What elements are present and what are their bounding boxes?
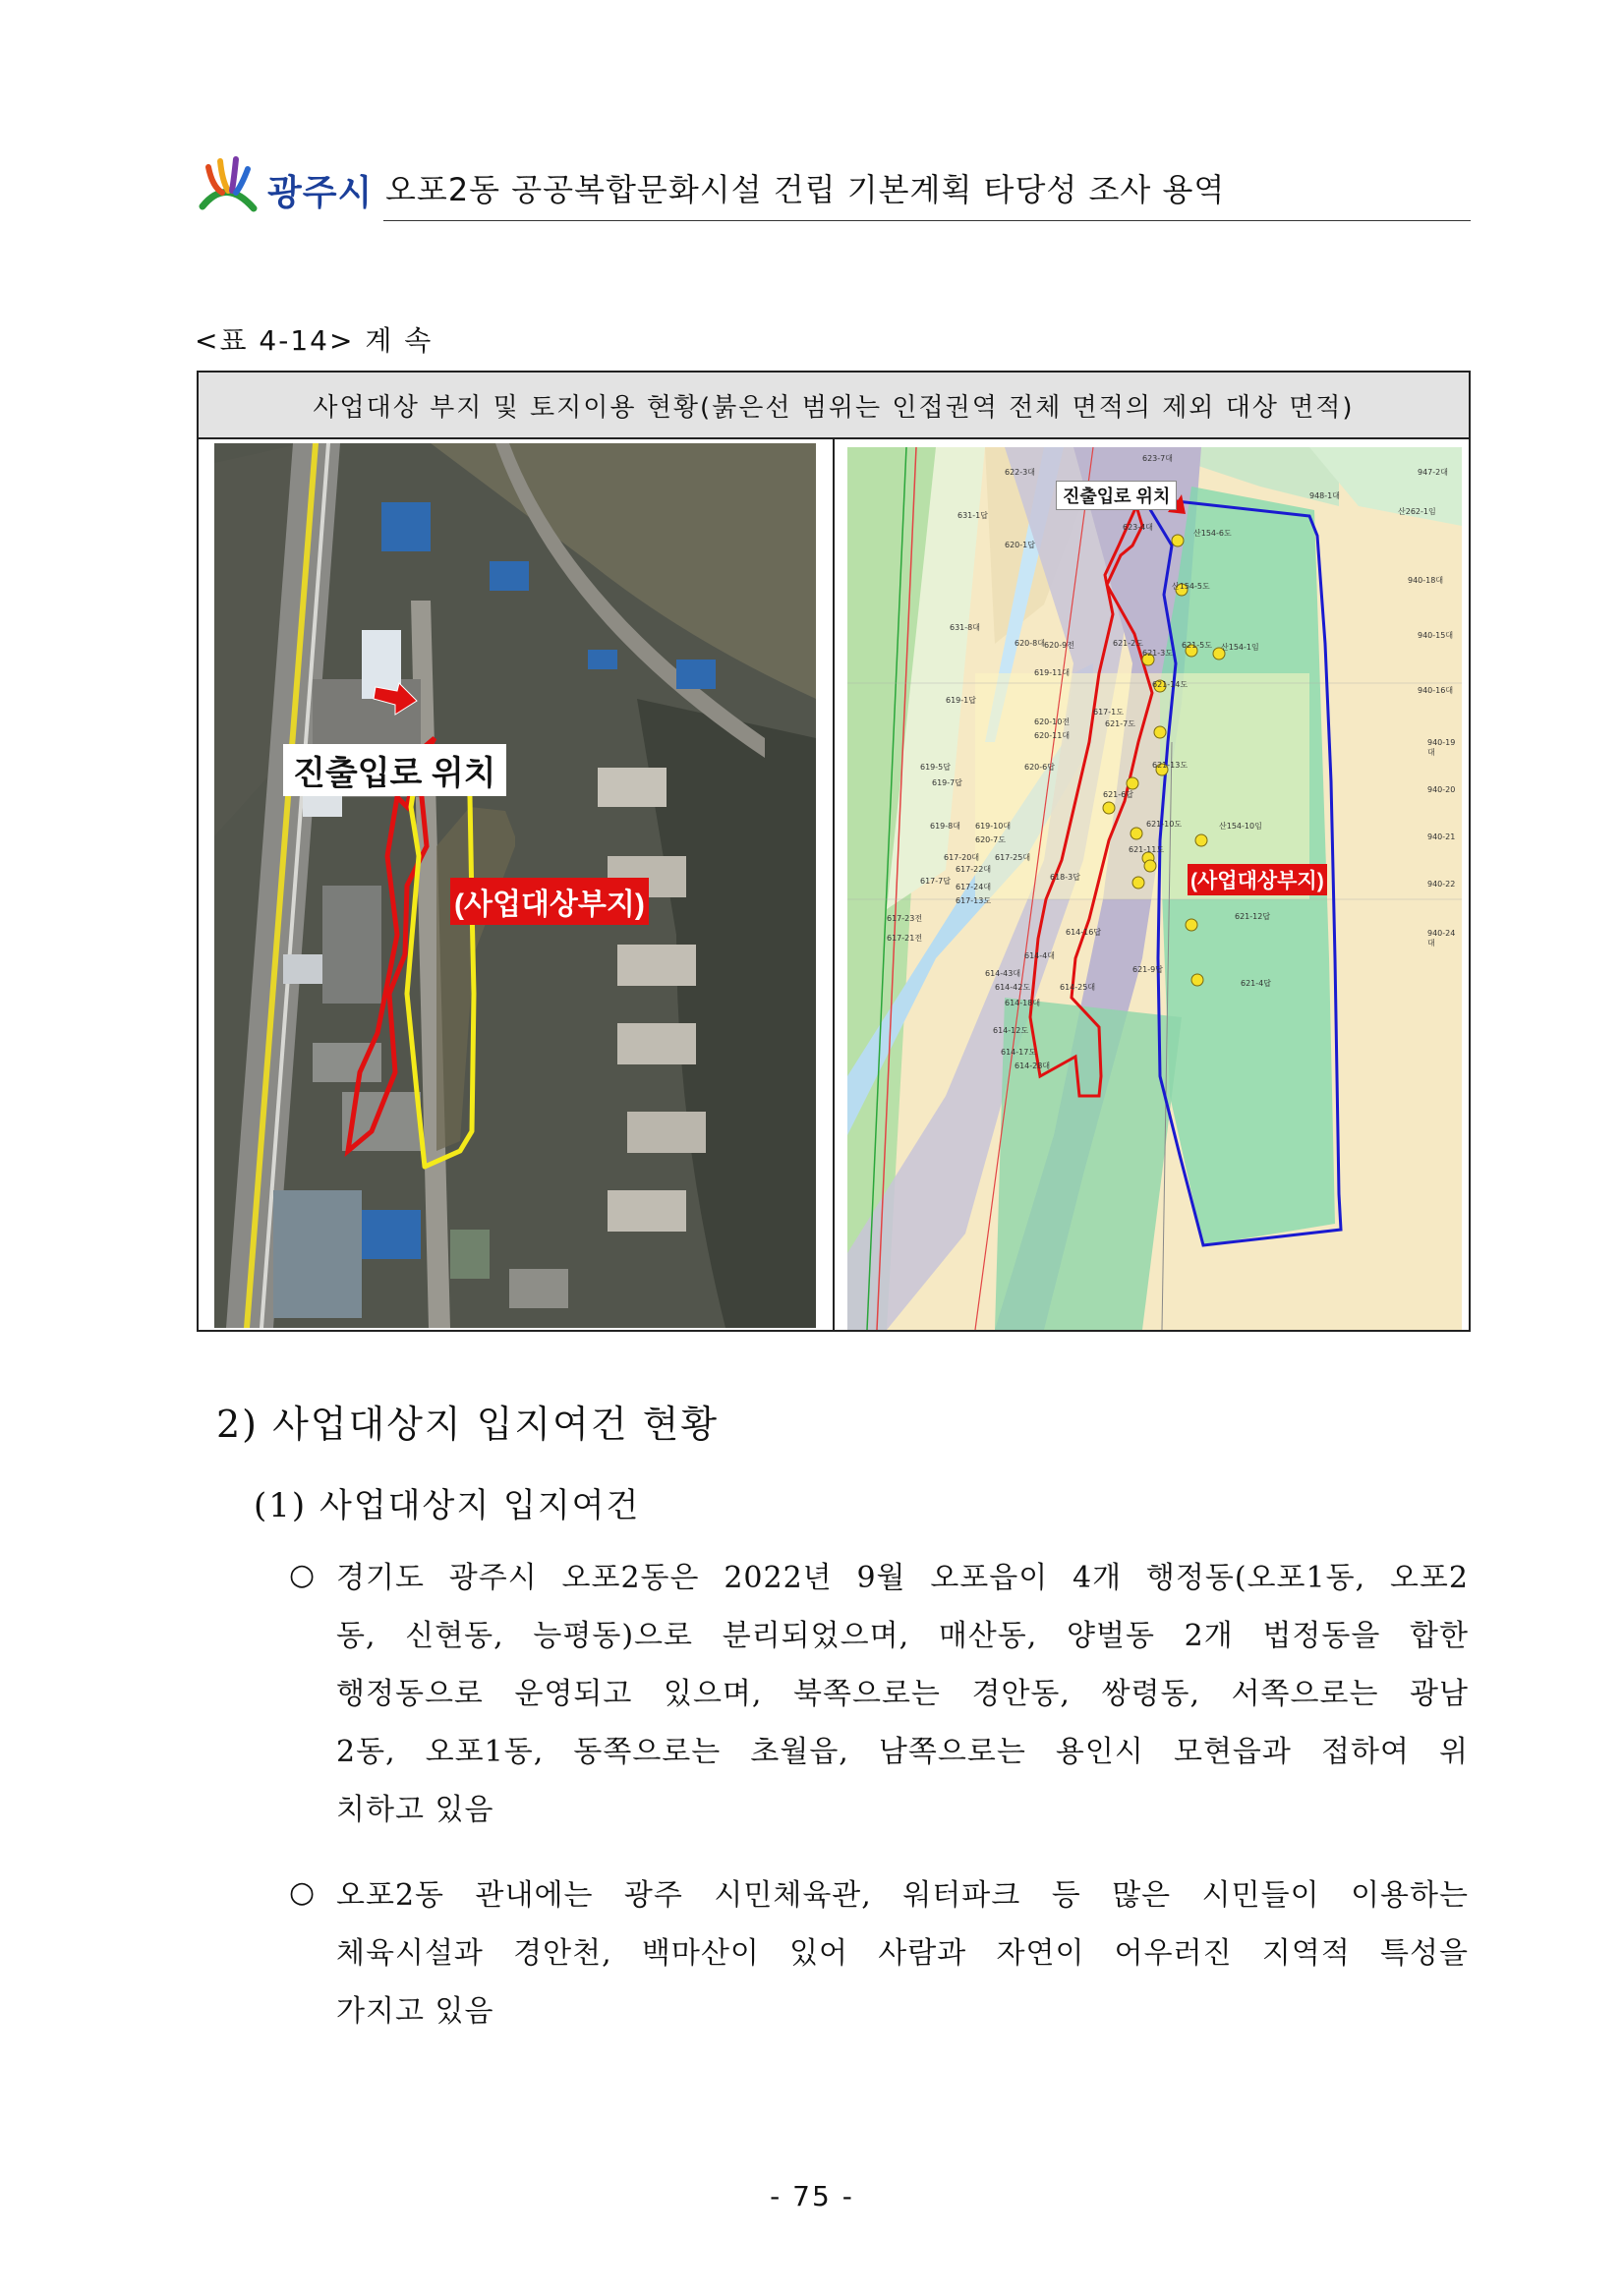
parcel-label: 621-14도 [1152, 680, 1189, 689]
map-entrance-label: 진출입로 위치 [1056, 481, 1177, 510]
parcel-label: 620-11대 [1034, 731, 1071, 740]
parcel-label: 614-42도 [995, 983, 1031, 992]
city-name: 광주시 [267, 173, 374, 213]
parcel-label: 621-6답 [1103, 790, 1133, 799]
parcel-label: 947-2대 [1418, 468, 1448, 477]
parcel-label: 614-16답 [1066, 928, 1102, 937]
parcel-label: 621-3도 [1142, 649, 1173, 658]
bullet-marker: ○ [289, 1875, 316, 1910]
parcel-label: 631-8대 [950, 623, 980, 632]
parcel-label: 621-13도 [1152, 761, 1189, 770]
parcel-label: 620-6답 [1024, 763, 1055, 772]
bullet-marker: ○ [289, 1558, 316, 1592]
parcel-label: 940-15대 [1418, 631, 1454, 640]
bullet-paragraph [336, 1549, 1469, 1839]
parcel-label: 614-4대 [1024, 951, 1055, 960]
parcel-label: 617-22대 [956, 865, 992, 874]
parcel-label: 617-1도 [1093, 708, 1124, 717]
parcel-label: 618-3답 [1050, 873, 1080, 882]
parcel-label: 617-24대 [956, 883, 992, 891]
parcel-label: 940-20 [1427, 785, 1456, 794]
parcel-label: 614-17도 [1001, 1048, 1037, 1057]
table-caption: <표 4-14> 계 속 [195, 324, 434, 357]
header-divider [383, 220, 1471, 221]
parcel-label: 621-11도 [1129, 845, 1165, 854]
parcel-label: 621-12답 [1235, 912, 1271, 921]
parcel-label: 623-7대 [1142, 454, 1173, 463]
parcel-label: 614-18대 [1005, 999, 1041, 1007]
paragraph-line: 오포2동 관내에는 광주 시민체육관, 워터파크 등 많은 시민들이 이용하는 [336, 1878, 1469, 1913]
map-parcel-labels [847, 447, 1462, 1330]
aerial-site-label: (사업대상부지) [450, 878, 649, 925]
parcel-label: 623-4대 [1123, 523, 1153, 532]
parcel-label: 617-13도 [956, 896, 992, 905]
paragraph-line: 치하고 있음 [336, 1793, 494, 1827]
parcel-label: 619-7답 [932, 778, 962, 787]
parcel-label: 940-16대 [1418, 686, 1454, 695]
gwangju-city-logo [193, 147, 263, 218]
parcel-label: 620-1답 [1005, 541, 1035, 549]
parcel-label: 940-22 [1427, 880, 1456, 889]
parcel-label: 산154-1임 [1221, 643, 1259, 652]
parcel-label: 617-20대 [944, 853, 980, 862]
parcel-label: 614-25대 [1060, 983, 1096, 992]
parcel-label: 621-7도 [1105, 719, 1135, 728]
site-table [197, 371, 1471, 1332]
parcel-label: 620-9전 [1044, 641, 1074, 650]
parcel-label: 620-7도 [975, 835, 1006, 844]
parcel-label: 940-19대 [1427, 738, 1456, 757]
aerial-entrance-label: 진출입로 위치 [283, 744, 506, 796]
paragraph-line: 가지고 있음 [336, 1994, 494, 2029]
paragraph-line: 체육시설과 경안천, 백마산이 있어 사람과 자연이 어우러진 지역적 특성을 [336, 1936, 1469, 1971]
parcel-label: 619-11대 [1034, 668, 1071, 677]
parcel-label: 621-10도 [1146, 820, 1183, 829]
section-heading: 2) 사업대상지 입지여건 현황 [216, 1403, 720, 1446]
parcel-label: 621-5도 [1182, 641, 1212, 650]
parcel-label: 619-5답 [920, 763, 951, 772]
parcel-label: 948-1대 [1309, 491, 1340, 500]
page-number: - 75 - [770, 2180, 854, 2212]
parcel-label: 619-1답 [946, 696, 976, 705]
table-column-divider [833, 439, 835, 1330]
paragraph-line: 행정동으로 운영되고 있으며, 북쪽으로는 경안동, 쌍령동, 서쪽으로는 광남 [336, 1677, 1469, 1711]
parcel-label: 620-8대 [1015, 639, 1045, 648]
parcel-label: 614-12도 [993, 1026, 1029, 1035]
parcel-label: 940-24대 [1427, 929, 1456, 947]
parcel-label: 621-4답 [1241, 979, 1271, 988]
map-site-label: (사업대상부지) [1188, 864, 1327, 895]
parcel-label: 617-7답 [920, 877, 951, 886]
parcel-label: 620-10전 [1034, 718, 1071, 726]
document-title: 오포2동 공공복합문화시설 건립 기본계획 타당성 조사 용역 [385, 171, 1226, 208]
parcel-label: 621-9답 [1132, 965, 1163, 974]
parcel-label: 619-8대 [930, 822, 960, 831]
parcel-label: 617-23전 [887, 914, 923, 923]
paragraph-line: 동, 신현동, 능평동)으로 분리되었으며, 매산동, 양벌동 2개 법정동을 합한 [336, 1619, 1469, 1653]
parcel-label: 617-21전 [887, 934, 923, 943]
parcel-label: 614-28대 [1015, 1062, 1051, 1070]
paragraph-line: 경기도 광주시 오포2동은 2022년 9월 오포읍이 4개 행정동(오포1동, 오포2 [336, 1561, 1469, 1595]
parcel-label: 산154-10임 [1219, 822, 1262, 831]
parcel-label: 622-3대 [1005, 468, 1035, 477]
parcel-label: 산154-5도 [1172, 582, 1210, 591]
parcel-label: 619-10대 [975, 822, 1012, 831]
parcel-label: 940-18대 [1408, 576, 1444, 585]
parcel-label: 614-43대 [985, 969, 1021, 978]
bullet-paragraph [336, 1866, 1469, 2040]
parcel-label: 940-21 [1427, 832, 1456, 841]
table-heading: 사업대상 부지 및 토지이용 현황(붉은선 범위는 인접권역 전체 면적의 제외 대상 면적) [199, 373, 1469, 439]
parcel-label: 산262-1임 [1398, 507, 1436, 516]
parcel-label: 631-1답 [957, 511, 988, 520]
parcel-label: 621-2도 [1113, 639, 1143, 648]
parcel-label: 617-25대 [995, 853, 1031, 862]
paragraph-line: 2동, 오포1동, 동쪽으로는 초월읍, 남쪽으로는 용인시 모현읍과 접하여 위 [336, 1735, 1469, 1769]
subsection-heading: (1) 사업대상지 입지여건 [254, 1486, 641, 1525]
parcel-label: 산154-6도 [1193, 529, 1232, 538]
